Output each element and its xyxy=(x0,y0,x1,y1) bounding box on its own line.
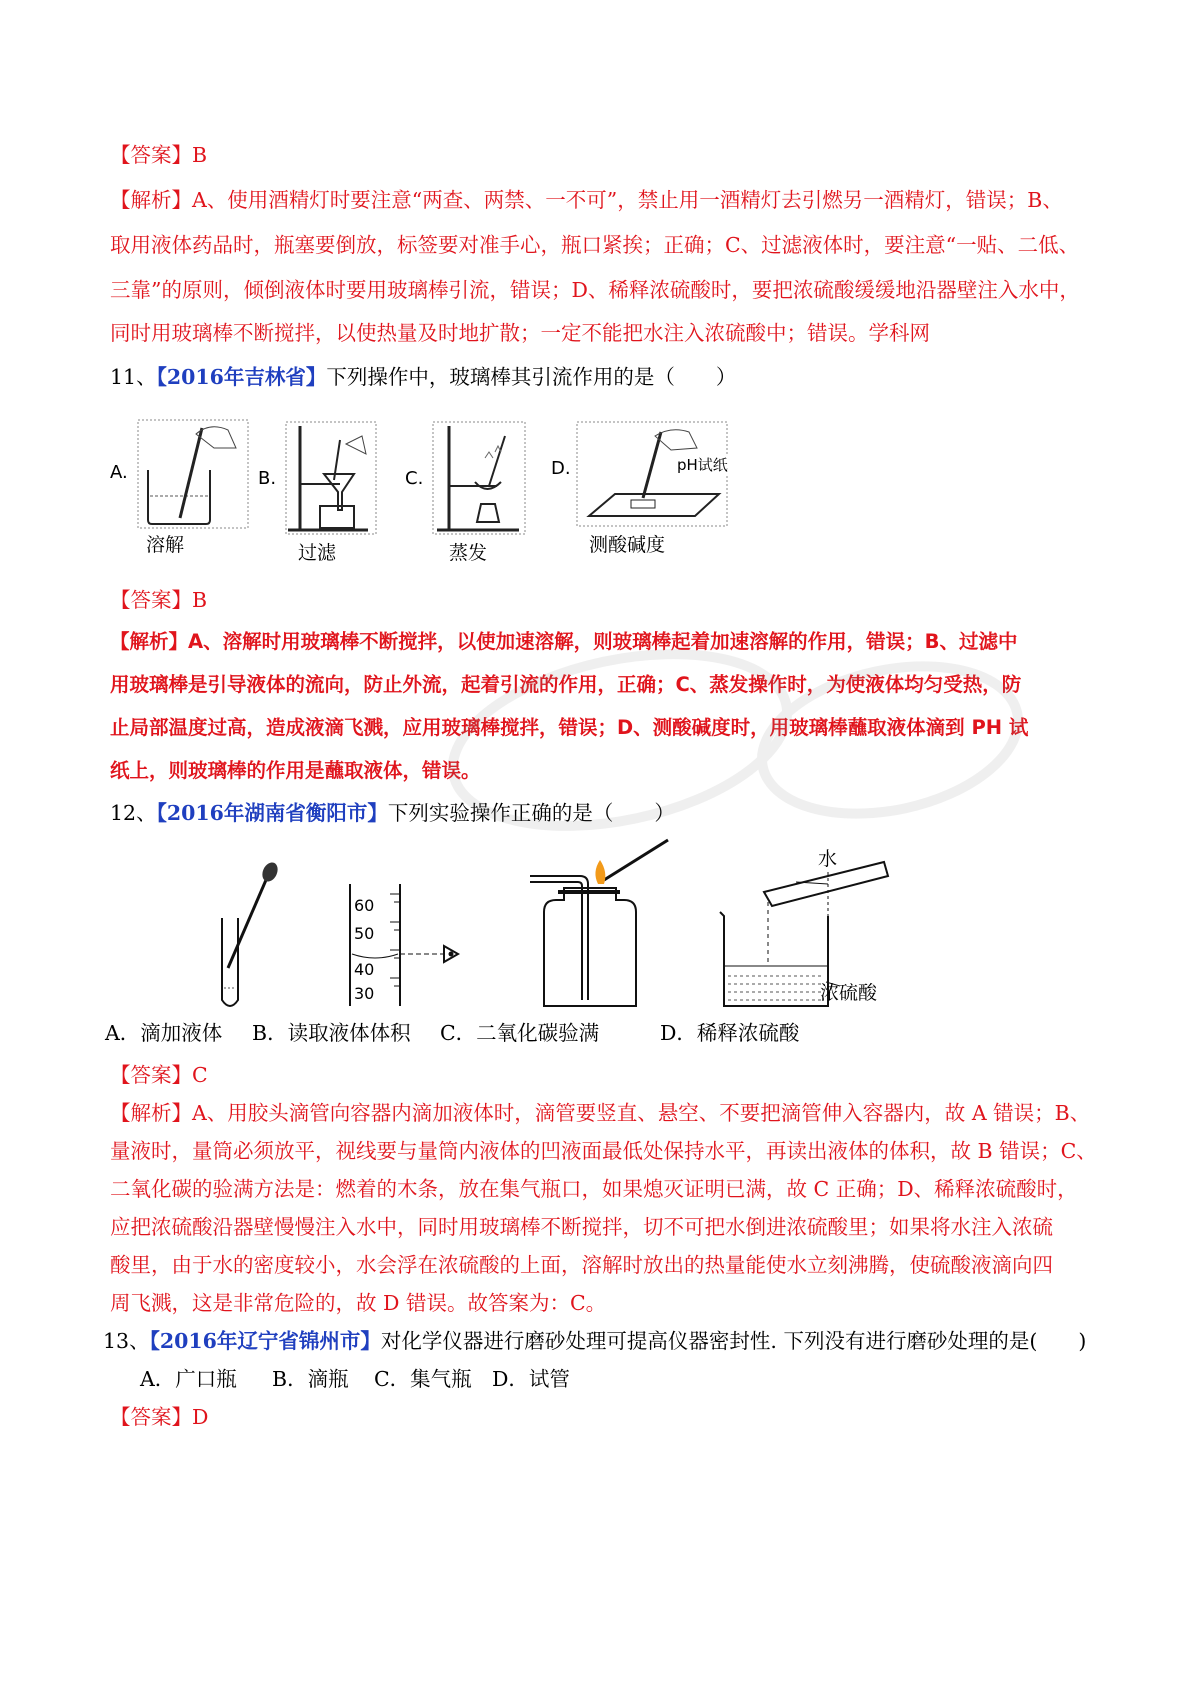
q10-analysis-line-3: 三靠”的原则，倾倒液体时要用玻璃棒引流，错误；D、稀释浓硫酸时，要把浓硫酸缓缓地沿器壁注入水中， xyxy=(110,278,1080,302)
q13-option-d: D．试管 xyxy=(492,1367,570,1391)
q11-figure-b xyxy=(258,418,378,566)
q12-figure-d xyxy=(716,842,896,1012)
q12-analysis-line-5: 酸里，由于水的密度较小，水会浮在浓硫酸的上面，溶解时放出的热量能使水立刻沸腾，使硫酸液滴向四 xyxy=(110,1253,1053,1277)
q13-stem: 对化学仪器进行磨砂处理可提高仪器密封性. 下列没有进行磨砂处理的是( ) xyxy=(380,1329,1087,1353)
q11-figure-d-letter: D. xyxy=(551,458,571,479)
cylinder-tick-30: 30 xyxy=(354,984,375,1003)
q11-figure-c-letter: C. xyxy=(405,468,424,489)
q11-figure-a-caption: 溶解 xyxy=(146,534,185,556)
q12-source: 【2016年湖南省衡阳市】 xyxy=(156,801,388,825)
q11-stem: 下列操作中，玻璃棒其引流作用的是（ ） xyxy=(326,365,737,389)
q12-label-acid: 浓硫酸 xyxy=(820,982,878,1004)
q12-figure-a xyxy=(210,858,290,1018)
q12-analysis-line-4: 应把浓硫酸沿器壁慢慢注入水中，同时用玻璃棒不断搅拌，切不可把水倒进浓硫酸里；如果将水注入浓硫 xyxy=(110,1215,1053,1239)
q11-number: 11、 xyxy=(110,365,157,389)
q11-figure-a xyxy=(110,418,250,566)
q11-analysis-line-1: 【解析】A、溶解时用玻璃棒不断搅拌，以使加速溶解，则玻璃棒起着加速溶解的作用，错误；B、过滤中 xyxy=(110,630,1018,653)
q12-option-b: B．读取液体体积 xyxy=(252,1021,411,1045)
q12-analysis-line-1: 【解析】A、用胶头滴管向容器内滴加液体时，滴管要竖直、悬空、不要把滴管伸入容器内，故 A 错误；B、 xyxy=(110,1101,1091,1125)
cylinder-tick-40: 40 xyxy=(354,960,375,979)
q13-option-c: C．集气瓶 xyxy=(374,1367,472,1391)
q13-number: 13、 xyxy=(103,1329,150,1353)
q12-answer: 【答案】C xyxy=(110,1063,208,1087)
q13-source: 【2016年辽宁省锦州市】 xyxy=(149,1329,381,1353)
q11-figure-a-letter: A. xyxy=(110,462,128,483)
q11-stem-line xyxy=(110,362,736,392)
q13-option-a: A．广口瓶 xyxy=(140,1367,237,1391)
q11-answer: 【答案】B xyxy=(110,588,208,612)
q10-analysis-line-1: 【解析】A、使用酒精灯时要注意“两查、两禁、一不可”，禁止用一酒精灯去引燃另一酒精灯，错误；B、 xyxy=(110,188,1063,212)
q12-stem: 下列实验操作正确的是（ ） xyxy=(387,801,675,825)
q12-figure-b xyxy=(340,880,470,1010)
q12-option-d: D．稀释浓硫酸 xyxy=(660,1021,800,1045)
q10-analysis-line-4: 同时用玻璃棒不断搅拌，以使热量及时地扩散；一定不能把水注入浓硫酸中；错误。学科网 xyxy=(110,321,930,345)
q11-figure-b-letter: B. xyxy=(258,468,277,489)
q10-analysis-line-2: 取用液体药品时，瓶塞要倒放，标签要对准手心，瓶口紧挨；正确；C、过滤液体时，要注意“一贴、二低、 xyxy=(110,233,1080,257)
q12-option-a: A．滴加液体 xyxy=(105,1021,223,1045)
q12-analysis-line-3: 二氧化碳的验满方法是：燃着的木条，放在集气瓶口，如果熄灭证明已满，故 C 正确；D、稀释浓硫酸时， xyxy=(110,1177,1078,1201)
q12-analysis-line-6: 周飞溅，这是非常危险的，故 D 错误。故答案为：C。 xyxy=(110,1291,607,1315)
cylinder-tick-60: 60 xyxy=(354,896,375,915)
q11-figure-c-caption: 蒸发 xyxy=(449,542,488,564)
q11-analysis-line-2: 用玻璃棒是引导液体的流向，防止外流，起着引流的作用，正确；C、蒸发操作时，为使液体均匀受热，防 xyxy=(110,673,1022,696)
q12-number: 12、 xyxy=(110,801,157,825)
dropper-test-tube-illustration xyxy=(210,858,290,1018)
q13-stem-line xyxy=(103,1326,1086,1356)
q13-option-b: B．滴瓶 xyxy=(272,1367,349,1391)
q11-source: 【2016年吉林省】 xyxy=(156,365,327,389)
q11-analysis-line-4: 纸上，则玻璃棒的作用是蘸取液体，错误。 xyxy=(110,759,481,782)
cylinder-tick-50: 50 xyxy=(354,924,375,943)
q12-analysis-line-2: 量液时，量筒必须放平，视线要与量筒内液体的凹液面最低处保持水平，再读出液体的体积，故 B 错误；C、 xyxy=(110,1139,1097,1163)
q12-label-water: 水 xyxy=(818,848,838,870)
q11-figure-b-caption: 过滤 xyxy=(298,542,337,564)
gas-bottle-illustration xyxy=(528,836,678,1010)
q11-figure-d-caption: 测酸碱度 xyxy=(589,534,666,556)
q11-figure-d-ph-label: pH试纸 xyxy=(677,456,728,474)
q12-option-c: C．二氧化碳验满 xyxy=(440,1021,600,1045)
q12-stem-line xyxy=(110,798,675,828)
q11-figure-c xyxy=(405,418,530,566)
q12-figure-c xyxy=(528,836,678,1010)
q11-figure-d xyxy=(545,418,745,566)
q11-analysis-line-3: 止局部温度过高，造成液滴飞溅，应用玻璃棒搅拌，错误；D、测酸碱度时，用玻璃棒蘸取液体滴到 PH 试 xyxy=(110,716,1029,739)
q10-answer: 【答案】B xyxy=(110,143,208,167)
q13-answer: 【答案】D xyxy=(110,1405,209,1429)
